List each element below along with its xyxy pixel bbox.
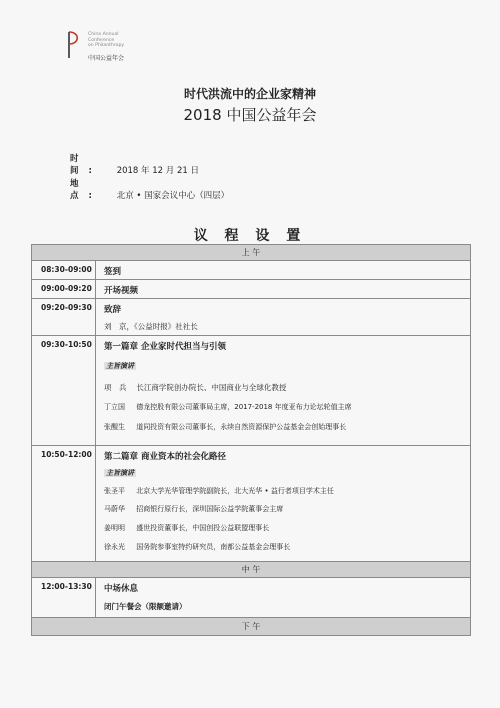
row-time: 08:30-09:00 — [32, 261, 96, 279]
row-subtitle: 主旨演讲 — [106, 469, 134, 477]
row-title: 致辞 — [104, 305, 122, 315]
logo — [66, 30, 166, 64]
speaker-line — [104, 504, 283, 514]
speaker-name: 马蔚华 — [104, 505, 125, 513]
band-morning: 上 午 — [32, 245, 470, 260]
row-time: 10:50-12:00 — [32, 446, 96, 561]
row-time: 09:30-10:50 — [32, 336, 96, 445]
table-row — [32, 298, 470, 335]
row-detail: 刘 京，《公益时报》社社长 — [104, 322, 198, 331]
speaker-line — [104, 402, 352, 412]
speaker-line — [104, 486, 334, 496]
speaker-name: 项 兵 — [104, 383, 127, 392]
row-title: 签到 — [104, 267, 122, 277]
place-value: 北京 • 国家会议中心（四层） — [116, 191, 230, 201]
speaker-desc: 盛世投资董事长，中国创投公益联盟理事长 — [136, 524, 270, 532]
place-info — [70, 177, 229, 201]
speaker-line — [104, 523, 269, 533]
table-row — [32, 260, 470, 279]
table-row — [32, 577, 470, 617]
speaker-desc: 长江商学院创办院长、中国商业与全球化教授 — [136, 383, 287, 392]
speaker-name: 张醒生 — [104, 423, 125, 431]
agenda-table — [31, 244, 471, 636]
band-afternoon: 下 午 — [32, 617, 470, 635]
time-label: 时 间: — [70, 154, 102, 176]
row-time: 12:00-13:30 — [32, 578, 96, 617]
speaker-desc: 国务院参事室特约研究员，南都公益基金会理事长 — [136, 543, 291, 551]
speaker-name: 姜明明 — [104, 524, 125, 532]
logo-english-text: China Annual Conference on Philanthropy — [88, 32, 125, 49]
speaker-desc: 德龙控股有限公司董事局主席，2017-2018 年度亚布力论坛轮值主席 — [136, 403, 352, 411]
speaker-desc: 北京大学光华管理学院副院长，北大光华 • 益行者项目学术主任 — [136, 487, 334, 495]
speaker-name: 张圣平 — [104, 487, 125, 495]
conference-logo-mark — [66, 30, 84, 60]
speaker-line — [104, 382, 286, 393]
row-time: 09:00-09:20 — [32, 280, 96, 298]
table-row — [32, 279, 470, 298]
row-time: 09:20-09:30 — [32, 299, 96, 335]
time-info — [70, 152, 199, 176]
place-label: 地 点: — [70, 179, 102, 201]
speaker-line — [104, 422, 346, 432]
logo-chinese-text: 中国公益年会 — [88, 55, 125, 62]
row-title: 第一篇章 企业家时代担当与引领 — [104, 342, 226, 352]
speaker-desc: 道同投资有限公司董事长，永续自然资源保护公益基金会创始理事长 — [136, 423, 347, 431]
row-detail: 闭门午餐会（限额邀请） — [104, 602, 187, 611]
page-subtitle: 时代洪流中的企业家精神 — [183, 87, 316, 101]
agenda-title: 议 程 设 置 — [193, 228, 307, 244]
page-title: 2018 中国公益年会 — [183, 106, 317, 124]
row-title: 中场休息 — [104, 584, 139, 594]
speaker-name: 徐永光 — [104, 543, 125, 551]
speaker-desc: 招商银行原行长，深圳国际公益学院董事会主席 — [136, 505, 284, 513]
row-title: 第二篇章 商业资本的社会化路径 — [104, 452, 226, 462]
band-noon: 中 午 — [32, 561, 470, 577]
time-value: 2018 年 12 月 21 日 — [116, 166, 199, 176]
speaker-line — [104, 542, 290, 552]
table-row — [32, 445, 470, 561]
row-title: 开场视频 — [104, 286, 139, 296]
row-subtitle: 主旨演讲 — [106, 362, 134, 370]
table-row — [32, 335, 470, 445]
speaker-name: 丁立国 — [104, 403, 125, 411]
